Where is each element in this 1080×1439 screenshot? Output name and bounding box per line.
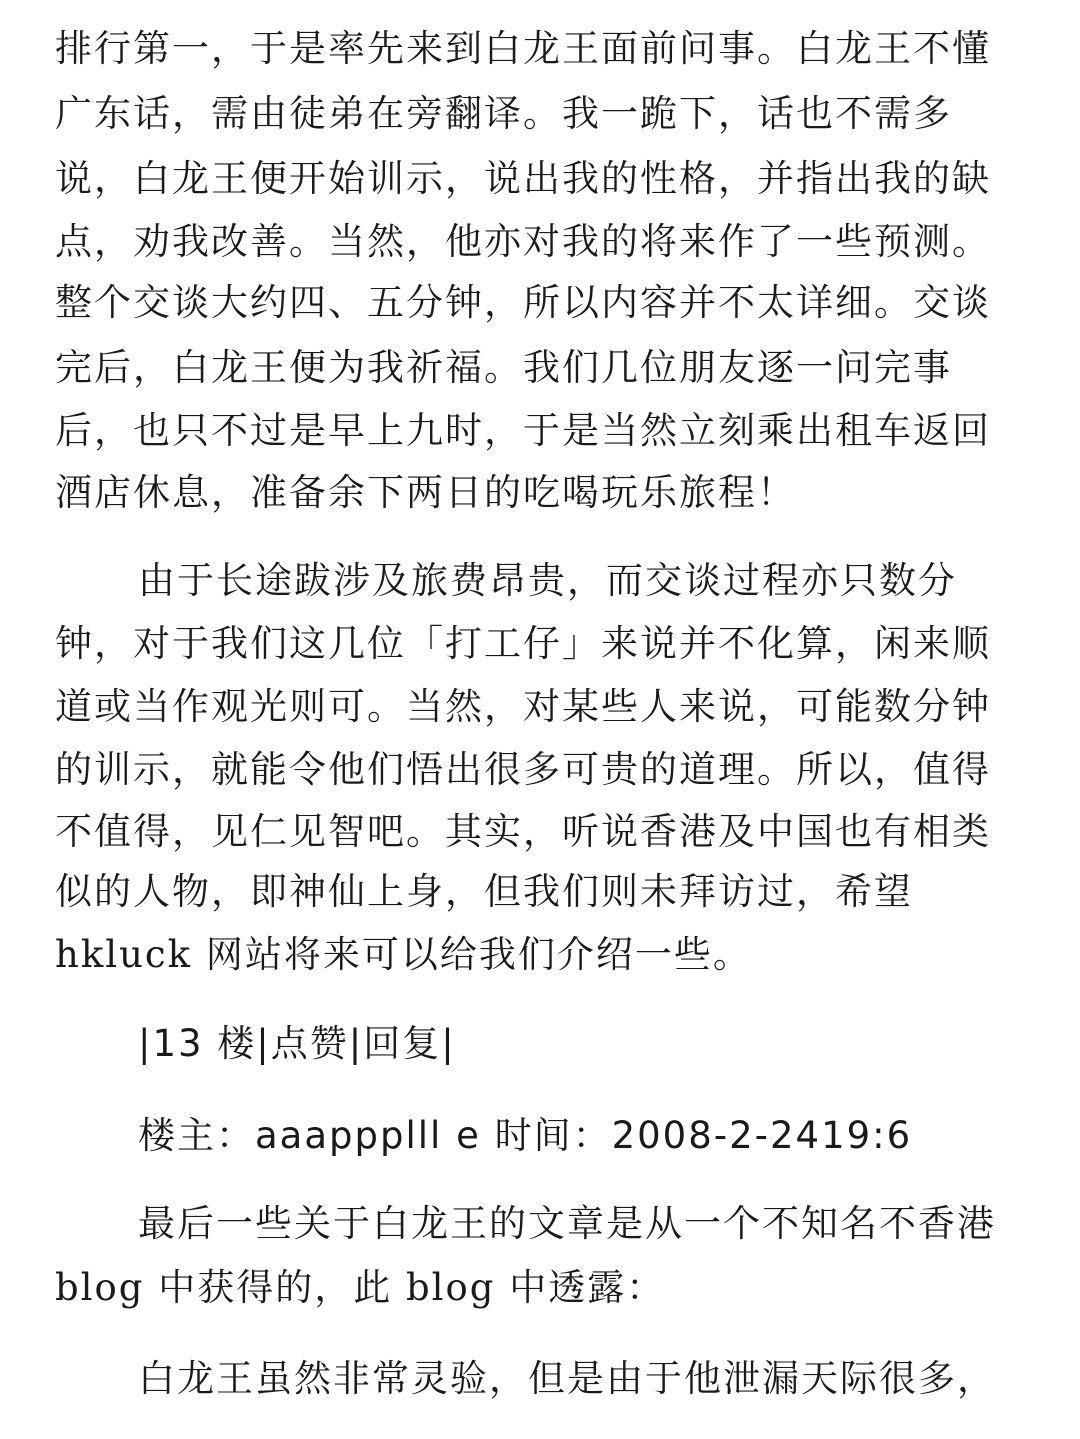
text-line: 整个交谈大约四、五分钟，所以内容并不太详细。交谈 (55, 281, 991, 324)
text-line: 点，劝我改善。当然，他亦对我的将来作了一些预测。 (55, 220, 991, 263)
text-line: 不值得，见仁见智吧。其实，听说香港及中国也有相类 (55, 810, 991, 853)
post-author-time: 楼主：aaappplll e 时间：2008-2-2419:6 (138, 1114, 913, 1157)
text-line: 广东话，需由徒弟在旁翻译。我一跪下，话也不需多 (55, 92, 952, 135)
text-line: 钟，对于我们这几位「打工仔」来说并不化算，闲来顺 (55, 622, 991, 665)
text-line: 说，白龙王便开始训示，说出我的性格，并指出我的缺 (55, 157, 991, 200)
text-line: 由于长途跋涉及旅费昂贵，而交谈过程亦只数分 (138, 559, 957, 602)
text-line: 酒店休息，准备余下两日的吃喝玩乐旅程！ (55, 471, 796, 514)
text-line: hkluck 网站将来可以给我们介绍一些。 (55, 933, 752, 976)
text-line: 完后，白龙王便为我祈福。我们几位朋友逐一问完事 (55, 346, 952, 389)
post-floor-links: |13 楼|点赞|回复| (138, 1022, 456, 1065)
text-line: blog 中获得的，此 blog 中透露： (55, 1266, 666, 1309)
text-line: 后，也只不过是早上九时，于是当然立刻乘出租车返回 (55, 409, 991, 452)
text-line: 的训示，就能令他们悟出很多可贵的道理。所以，值得 (55, 748, 991, 791)
text-line: 道或当作观光则可。当然，对某些人来说，可能数分钟 (55, 685, 991, 728)
text-line: 排行第一，于是率先来到白龙王面前问事。白龙王不懂 (55, 27, 991, 70)
text-line: 白龙王虽然非常灵验，但是由于他泄漏天际很多， (138, 1357, 996, 1400)
text-line: 似的人物，即神仙上身，但我们则未拜访过，希望 (55, 870, 913, 913)
text-line: 最后一些关于白龙王的文章是从一个不知名不香港 (138, 1202, 996, 1245)
